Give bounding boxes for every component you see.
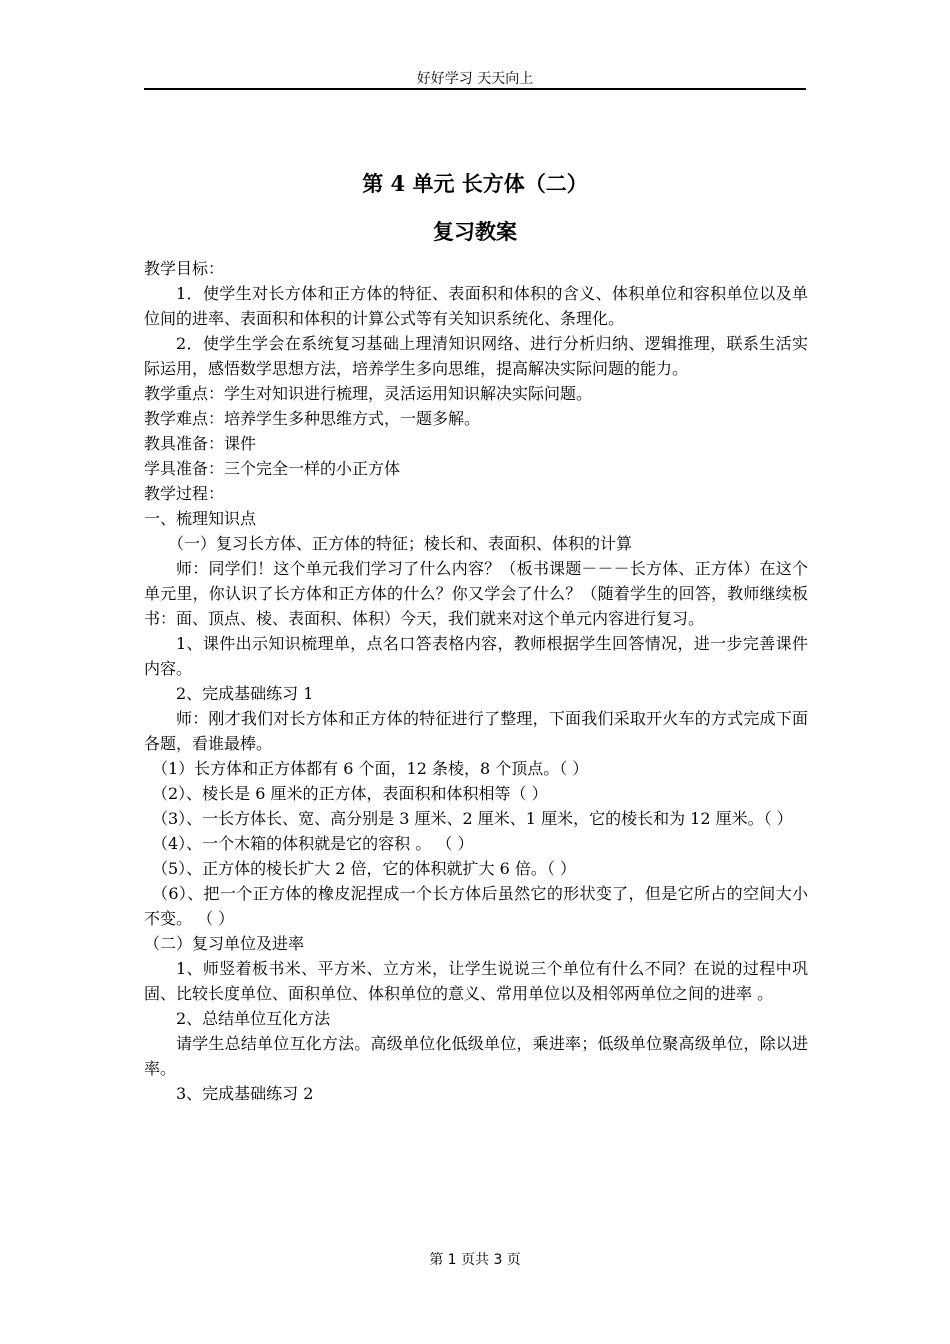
units-step-3: 3、完成基础练习 2 (176, 1084, 314, 1103)
page-header: 好好学习 天天向上 (416, 71, 534, 87)
document-body (144, 256, 808, 1106)
learning-aids: 学具准备：三个完全一样的小正方体 (144, 459, 401, 478)
subsection-1-heading: （一）复习长方体、正方体的特征；棱长和、表面积、体积的计算 (168, 534, 633, 553)
exercise-item-5: （5）、正方体的棱长扩大 2 倍，它的体积就扩大 6 倍。（ ） (152, 859, 576, 878)
header-rule (144, 88, 806, 90)
exercise-item-3: （3）、一长方体长、宽、高分别是 3 厘米、2 厘米、1 厘米，它的棱长和为 12 厘米。（ ） (152, 809, 793, 828)
units-summary: 请学生总结单位互化方法。高级单位化低级单位，乘进率；低级单位聚高级单位，除以进率。 (144, 1034, 808, 1078)
goal-2: 2．使学生学会在系统复习基础上理清知识网络、进行分析归纳、逻辑推理，联系生活实际运用，感悟数学思想方法，培养学生多向思维，提高解决实际问题的能力。 (144, 334, 808, 378)
document-title: 第 4 单元 长方体（二） (362, 171, 588, 196)
teaching-aids: 教具准备：课件 (144, 434, 257, 453)
goal-1: 1．使学生对长方体和正方体的特征、表面积和体积的含义、体积单位和容积单位以及单位间的进率、表面积和体积的计算公式等有关知识系统化、条理化。 (144, 284, 808, 328)
subsection-2-heading: （二）复习单位及进率 (144, 934, 305, 953)
step-2: 2、完成基础练习 1 (176, 684, 314, 703)
exercise-item-4: （4）、一个木箱的体积就是它的容积 。 （ ） (152, 834, 474, 853)
exercise-item-1: （1）长方体和正方体都有 6 个面，12 条棱，8 个顶点。（ ） (152, 759, 589, 778)
units-step-1: 1、师竖着板书米、平方米、立方米，让学生说说三个单位有什么不同？在说的过程中巩固、比较长度单位、面积单位、体积单位的意义、常用单位以及相邻两单位之间的进率 。 (144, 959, 808, 1003)
key-point: 教学重点：学生对知识进行梳理，灵活运用知识解决实际问题。 (144, 384, 593, 403)
teacher-exercise-intro: 师：刚才我们对长方体和正方体的特征进行了整理，下面我们采取开火车的方式完成下面各题，看谁最棒。 (144, 709, 808, 753)
document-subtitle: 复习教案 (433, 219, 517, 244)
section-label-process: 教学过程： (144, 484, 225, 503)
section-label-goals: 教学目标： (144, 259, 225, 278)
exercise-item-2: （2）、棱长是 6 厘米的正方体，表面积和体积相等（ ） (152, 784, 548, 803)
step-1: 1、课件出示知识梳理单，点名口答表格内容，教师根据学生回答情况，进一步完善课件内容。 (144, 634, 808, 678)
units-step-2: 2、总结单位互化方法 (176, 1009, 331, 1028)
difficult-point: 教学难点：培养学生多种思维方式，一题多解。 (144, 409, 481, 428)
exercise-item-6: （6）、把一个正方体的橡皮泥捏成一个长方体后虽然它的形状变了，但是它所占的空间大小不变。 （ ） (144, 884, 808, 928)
teacher-intro: 师：同学们！这个单元我们学习了什么内容？（板书课题－－－长方体、正方体）在这个单元里，你认识了长方体和正方体的什么？你又学会了什么？（随着学生的回答，教师继续板书：面、顶点、棱、表面积、体积）今天，我们就来对这个单元内容进行复习。 (144, 559, 808, 628)
page-footer: 第 1 页共 3 页 (429, 1252, 521, 1268)
part-1-heading: 一、梳理知识点 (144, 509, 257, 528)
